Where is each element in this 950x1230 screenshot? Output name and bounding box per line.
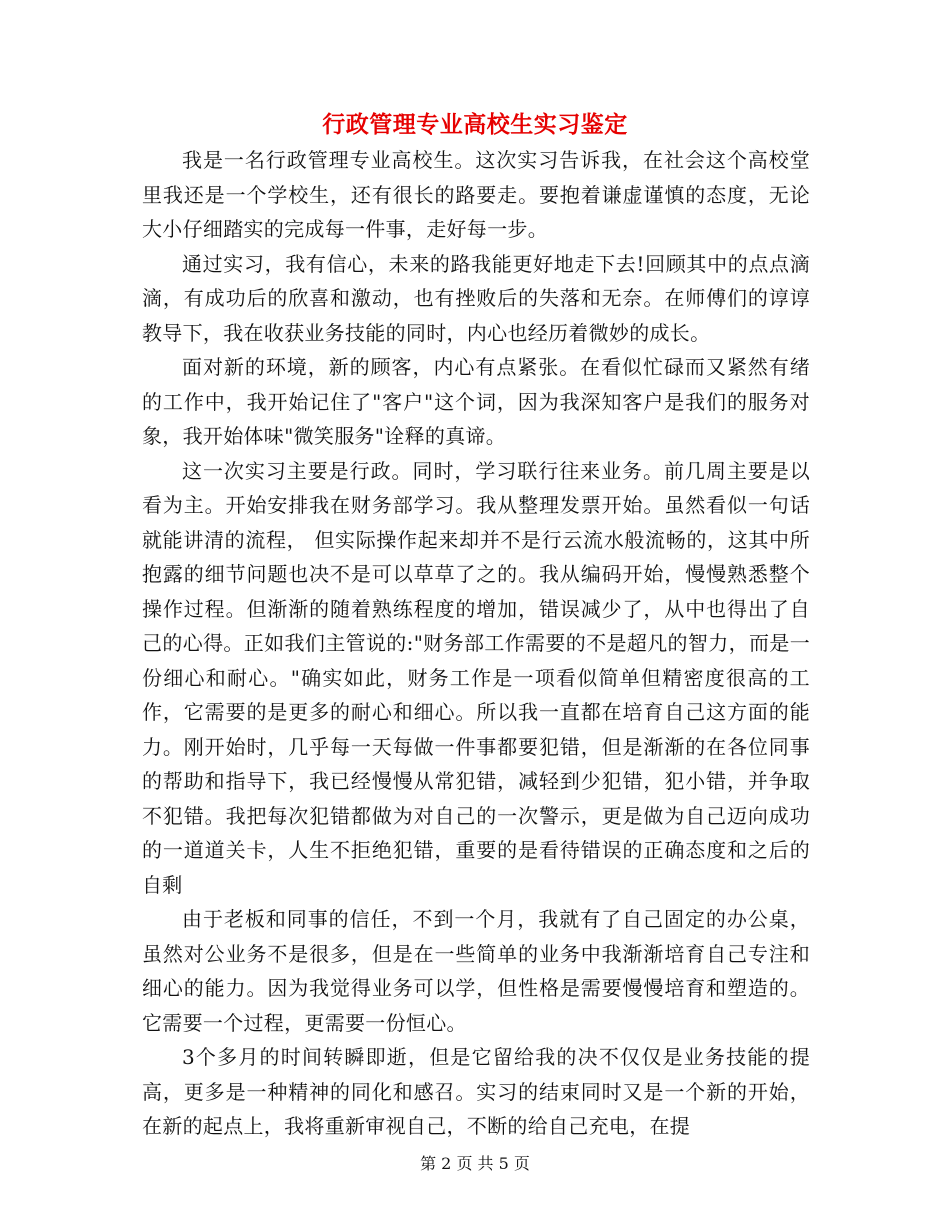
paragraph: 由于老板和同事的信任，不到一个月，我就有了自己固定的办公桌，虽然对公业务不是很多，但是在一些简单的业务中我渐渐培育自己专注和细心的能力。因为我觉得业务可以学，但性格是需要慢慢培育和塑造的。它需要一个过程，更需要一份恒心。 <box>142 907 810 1035</box>
paragraph: 面对新的环境，新的顾客，内心有点紧张。在看似忙碌而又紧然有绪的工作中，我开始记住了"客户"这个词，因为我深知客户是我们的服务对象，我开始体味"微笑服务"诠释的真谛。 <box>142 355 810 448</box>
paragraph: 我是一名行政管理专业高校生。这次实习告诉我，在社会这个高校堂里我还是一个学校生，还有很长的路要走。要抱着谦虚谨慎的态度，无论大小仔细踏实的完成每一件事，走好每一步。 <box>142 148 810 241</box>
paragraph: 3个多月的时间转瞬即逝，但是它留给我的决不仅仅是业务技能的提高，更多是一种精神的同化和感召。实习的结束同时又是一个新的开始，在新的起点上，我将重新审视自己，不断的给自己充电，在提 <box>142 1045 810 1138</box>
document-title: 行政管理专业高校生实习鉴定 <box>322 111 628 138</box>
document-body <box>142 143 810 1144</box>
page-number-footer: 第 2 页 共 5 页 <box>420 1154 530 1173</box>
paragraph: 通过实习，我有信心，未来的路我能更好地走下去!回顾其中的点点滴滴，有成功后的欣喜和激动，也有挫败后的失落和无奈。在师傅们的谆谆教导下，我在收获业务技能的同时，内心也经历着微妙的成长。 <box>142 251 810 345</box>
paragraph: 这一次实习主要是行政。同时，学习联行往来业务。前几周主要是以看为主。开始安排我在财务部学习。我从整理发票开始。虽然看似一句话就能讲清的流程， 但实际操作起来却并不是行云流水般流畅的，这其中所抱露的细节问题也决不是可以草草了之的。我从编码开始，慢慢熟悉整个操作过程。但渐渐的随着熟练程度的增加，错误减少了，从中也得出了自己的心得。正如我们主管说的:"财务部工作需要的不是超凡的智力，而是一份细心和耐心。"确实如此，财务工作是一项看似简单但精密度很高的工作，它需要的是更多的耐心和细心。所以我一直都在培育自己这方面的能力。刚开始时，几乎每一天每做一件事都要犯错，但是渐渐的在各位同事的帮助和指导下，我已经慢慢从常犯错，减轻到少犯错，犯小错，并争取不犯错。我把每次犯错都做为对自己的一次警示，更是做为自己迈向成功的一道道关卡，人生不拒绝犯错，重要的是看待错误的正确态度和之后的自剩 <box>142 458 810 897</box>
